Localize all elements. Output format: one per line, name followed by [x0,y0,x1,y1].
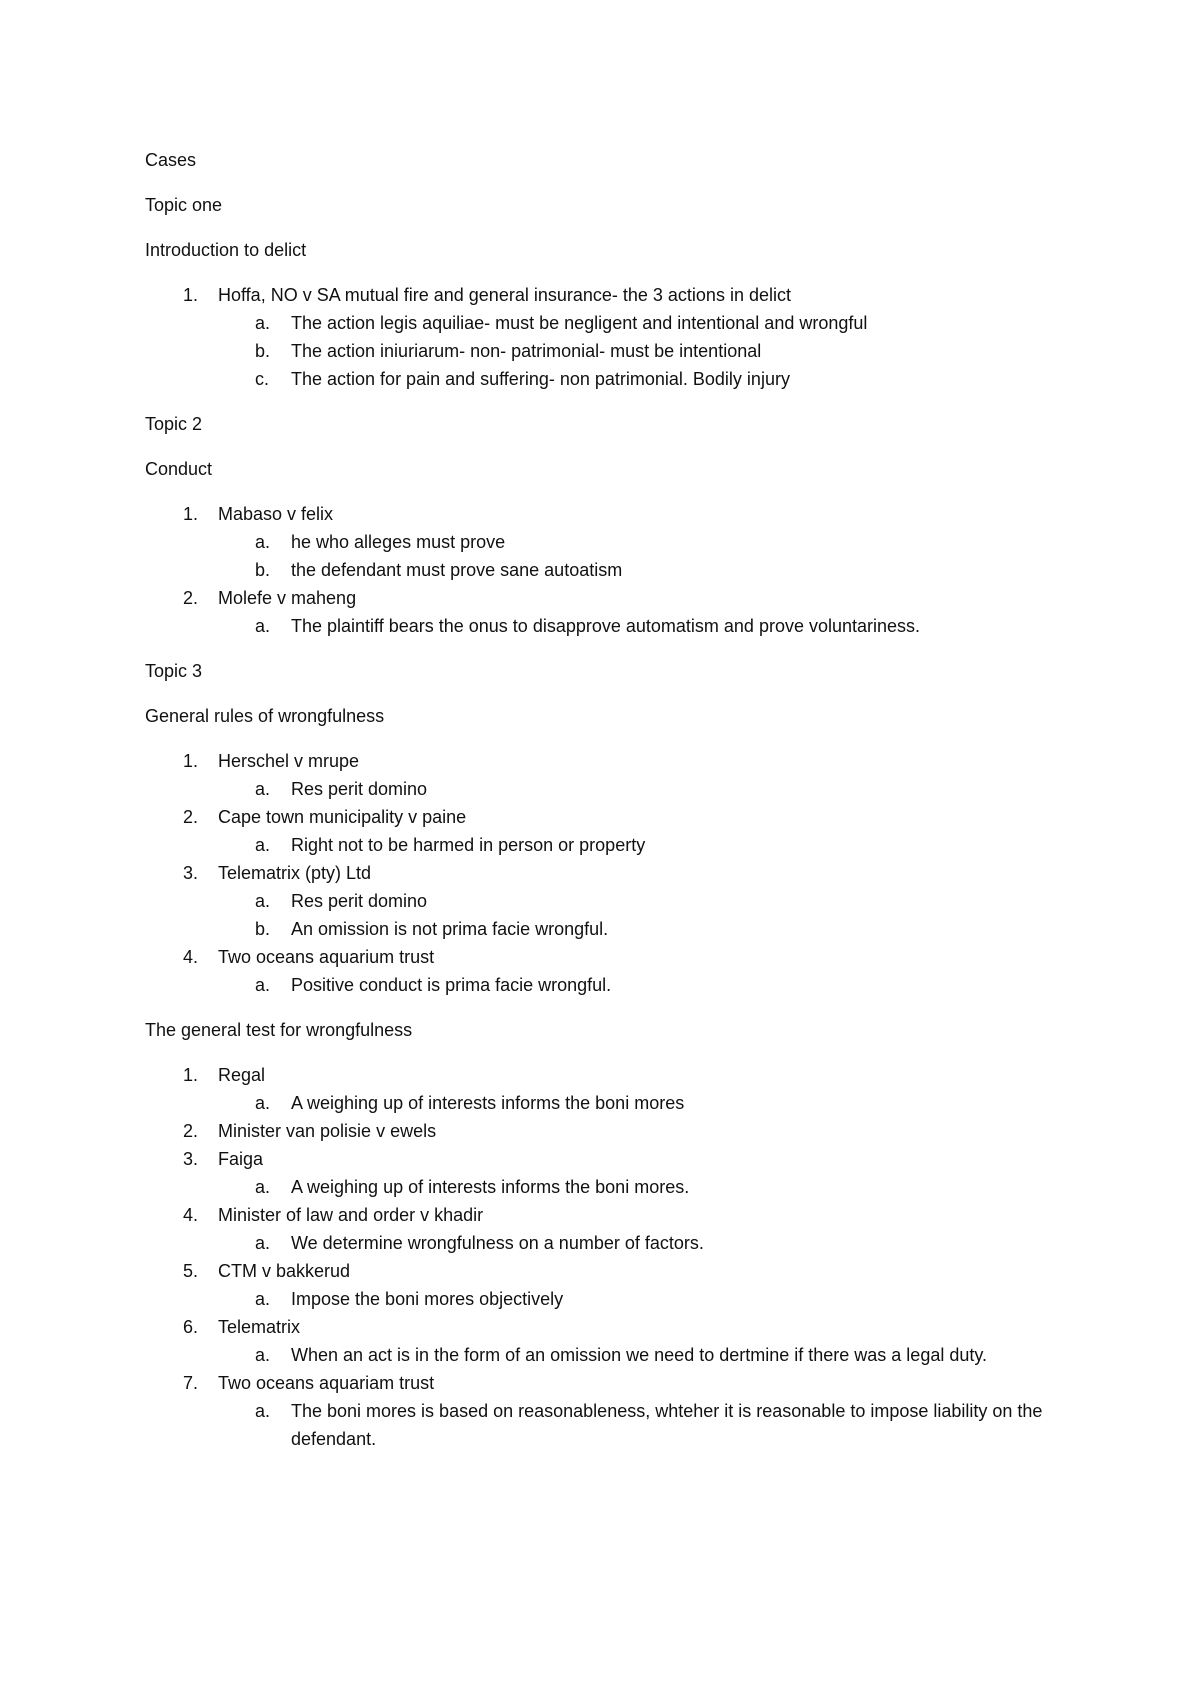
sub-list-item [145,612,1065,640]
topic-one-list [145,281,1065,393]
list-number: 3. [183,1149,199,1169]
topic-two-subheading: Conduct [145,459,213,479]
case-name: Minister van polisie v ewels [218,1121,437,1141]
sub-list [218,775,1065,803]
sub-list-letter: a. [255,532,271,552]
case-name: Faiga [218,1149,264,1169]
case-name: Two oceans aquarium trust [218,947,435,967]
document-content [145,146,1065,1470]
topic-one-subheading: Introduction to delict [145,240,307,260]
case-name: Minister of law and order v khadir [218,1205,484,1225]
list-number: 2. [183,588,199,608]
sub-list-letter: a. [255,835,271,855]
list-item [145,584,1065,640]
sub-list-item [145,1285,1065,1313]
sub-list-item [145,1397,1065,1453]
general-test-heading: The general test for wrongfulness [145,1020,413,1040]
topic-two-list [145,500,1065,640]
list-item [145,747,1065,803]
topic-three-heading: Topic 3 [145,661,203,681]
sub-list-letter: a. [255,975,271,995]
sub-list [218,528,1065,584]
sub-list [218,612,1065,640]
sub-list-item [145,831,1065,859]
case-principle: A weighing up of interests informs the boni mores. [291,1177,690,1197]
list-number: 5. [183,1261,199,1281]
list-number: 3. [183,863,199,883]
sub-list-item [145,309,1065,337]
sub-list-letter: b. [255,919,271,939]
case-principle: Res perit domino [291,779,428,799]
sub-list-item [145,337,1065,365]
case-name: Herschel v mrupe [218,751,360,771]
sub-list-letter: b. [255,560,271,580]
sub-list-letter: a. [255,1401,271,1421]
list-item [145,1201,1065,1257]
sub-list-letter: a. [255,1345,271,1365]
sub-list-item [145,887,1065,915]
sub-list-item [145,556,1065,584]
sub-list [218,1285,1065,1313]
sub-list-item [145,971,1065,999]
list-number: 1. [183,285,199,305]
sub-list-letter: a. [255,1289,271,1309]
list-item [145,803,1065,859]
case-principle: the defendant must prove sane autoatism [291,560,623,580]
sub-list-item [145,1229,1065,1257]
sub-list-item [145,1341,1065,1369]
case-principle: The boni mores is based on reasonableness, whteher it is reasonable to impose liability on the defendant. [291,1401,1043,1449]
list-item [145,1369,1065,1453]
case-name: Regal [218,1065,266,1085]
list-item [145,943,1065,999]
sub-list-letter: a. [255,1177,271,1197]
case-principle: A weighing up of interests informs the boni mores [291,1093,685,1113]
sub-list-item [145,1173,1065,1201]
list-number: 7. [183,1373,199,1393]
case-name: CTM v bakkerud [218,1261,351,1281]
case-principle: We determine wrongfulness on a number of factors. [291,1233,704,1253]
list-item [145,500,1065,584]
case-principle: he who alleges must prove [291,532,506,552]
list-item [145,859,1065,943]
sub-list [218,1229,1065,1257]
list-number: 1. [183,751,199,771]
sub-list [218,1173,1065,1201]
list-item [145,281,1065,393]
sub-list-letter: a. [255,1093,271,1113]
case-name: Mabaso v felix [218,504,334,524]
list-number: 4. [183,1205,199,1225]
case-principle: Impose the boni mores objectively [291,1289,564,1309]
topic-three-subheading: General rules of wrongfulness [145,706,385,726]
sub-list-letter: a. [255,313,271,333]
sub-list-item [145,775,1065,803]
list-number: 1. [183,1065,199,1085]
sub-list [218,309,1065,393]
case-principle: An omission is not prima facie wrongful. [291,919,609,939]
sub-list-letter: c. [255,369,270,389]
list-number: 2. [183,1121,199,1141]
sub-list-item [145,528,1065,556]
list-item [145,1061,1065,1117]
sub-list [218,1397,1065,1453]
list-number: 2. [183,807,199,827]
case-principle: When an act is in the form of an omission we need to dertmine if there was a legal duty. [291,1345,988,1365]
sub-list [218,1089,1065,1117]
case-name: Telematrix [218,1317,301,1337]
topic-two-heading: Topic 2 [145,414,203,434]
sub-list [218,1341,1065,1369]
list-item [145,1257,1065,1313]
sub-list-letter: a. [255,779,271,799]
case-principle: Res perit domino [291,891,428,911]
topic-one-heading: Topic one [145,195,223,215]
case-principle: The action legis aquiliae- must be negligent and intentional and wrongful [291,313,868,333]
case-principle: The plaintiff bears the onus to disapprove automatism and prove voluntariness. [291,616,921,636]
sub-list [218,971,1065,999]
list-number: 6. [183,1317,199,1337]
case-principle: Positive conduct is prima facie wrongful. [291,975,612,995]
sub-list [218,831,1065,859]
list-number: 4. [183,947,199,967]
sub-list-letter: a. [255,1233,271,1253]
case-principle: The action for pain and suffering- non patrimonial. Bodily injury [291,369,790,389]
sub-list-letter: a. [255,891,271,911]
sub-list-letter: a. [255,616,271,636]
sub-list-item [145,365,1065,393]
sub-list-letter: b. [255,341,271,361]
list-item [145,1313,1065,1369]
general-test-list [145,1061,1065,1453]
case-principle: Right not to be harmed in person or property [291,835,646,855]
list-item [145,1145,1065,1201]
sub-list-item [145,1089,1065,1117]
case-name: Cape town municipality v paine [218,807,467,827]
case-name: Two oceans aquariam trust [218,1373,435,1393]
case-name: Telematrix (pty) Ltd [218,863,372,883]
topic-three-list [145,747,1065,999]
case-name: Molefe v maheng [218,588,357,608]
sub-list [218,887,1065,943]
case-principle: The action iniuriarum- non- patrimonial- must be intentional [291,341,762,361]
sub-list-item [145,915,1065,943]
list-number: 1. [183,504,199,524]
document-title: Cases [145,150,197,170]
list-item [145,1117,1065,1145]
case-name: Hoffa, NO v SA mutual fire and general insurance- the 3 actions in delict [218,285,791,305]
